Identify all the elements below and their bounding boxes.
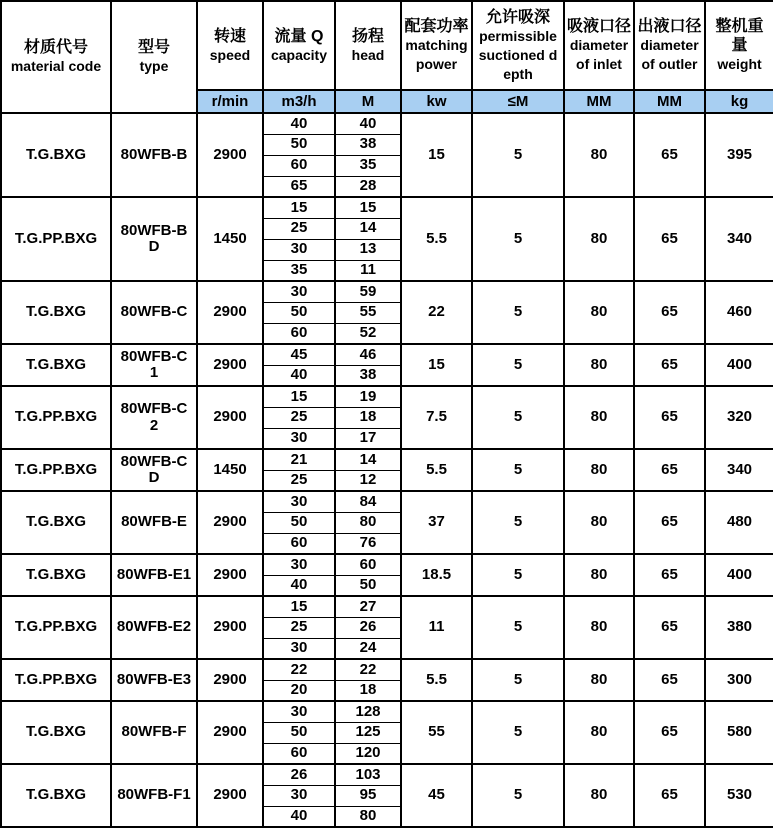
unit-speed: r/min (197, 90, 263, 113)
speed-cell: 2900 (197, 554, 263, 596)
capacity-cell: 15 (263, 197, 335, 218)
capacity-cell: 40 (263, 575, 335, 596)
spec-subrow (1, 659, 773, 680)
matching-power-cell: 7.5 (401, 386, 472, 449)
head-cell: 125 (335, 722, 401, 743)
type-cell: 80WFB-C 2 (111, 386, 197, 449)
outlet-diameter-cell: 65 (634, 113, 705, 197)
speed-cell: 2900 (197, 386, 263, 449)
type-cell: 80WFB-F (111, 701, 197, 764)
weight-cell: 300 (705, 659, 773, 701)
inlet-diameter-cell: 80 (564, 659, 634, 701)
material-code-cell: T.G.BXG (1, 281, 111, 344)
spec-subrow (1, 764, 773, 785)
head-cell: 52 (335, 323, 401, 344)
head-cell: 59 (335, 281, 401, 302)
suction-depth-cell: 5 (472, 764, 564, 827)
material-code-cell: T.G.PP.BXG (1, 386, 111, 449)
spec-subrow (1, 113, 773, 134)
capacity-cell: 45 (263, 344, 335, 365)
suction-depth-cell: 5 (472, 659, 564, 701)
head-cell: 80 (335, 806, 401, 827)
header-head (335, 1, 401, 90)
head-cell: 27 (335, 596, 401, 617)
outlet-diameter-cell: 65 (634, 701, 705, 764)
capacity-cell: 30 (263, 701, 335, 722)
head-cell: 28 (335, 176, 401, 197)
suction-depth-cell: 5 (472, 386, 564, 449)
suction-depth-cell: 5 (472, 554, 564, 596)
head-cell: 35 (335, 155, 401, 176)
material-code-cell: T.G.PP.BXG (1, 449, 111, 491)
material-code-cell: T.G.BXG (1, 701, 111, 764)
header-speed-cn: 转速 (213, 27, 246, 45)
unit-weight: kg (705, 90, 773, 113)
outlet-diameter-cell: 65 (634, 554, 705, 596)
type-cell: 80WFB-E3 (111, 659, 197, 701)
header-head-en: head (351, 46, 385, 63)
header-speed-en: speed (209, 46, 251, 63)
capacity-cell: 40 (263, 806, 335, 827)
outlet-diameter-cell: 65 (634, 281, 705, 344)
header-weight (705, 1, 773, 90)
capacity-cell: 40 (263, 113, 335, 134)
table-header (1, 1, 773, 113)
spec-subrow (1, 596, 773, 617)
capacity-cell: 50 (263, 134, 335, 155)
matching-power-cell: 18.5 (401, 554, 472, 596)
spec-subrow (1, 281, 773, 302)
head-cell: 55 (335, 302, 401, 323)
outlet-diameter-cell: 65 (634, 386, 705, 449)
head-cell: 18 (335, 680, 401, 701)
capacity-cell: 21 (263, 449, 335, 470)
speed-cell: 2900 (197, 659, 263, 701)
header-material-code (1, 1, 111, 113)
matching-power-cell: 22 (401, 281, 472, 344)
matching-power-cell: 5.5 (401, 659, 472, 701)
unit-matching-power: kw (401, 90, 472, 113)
header-suction-depth (472, 1, 564, 90)
type-cell: 80WFB-E (111, 491, 197, 554)
type-cell: 80WFB-C D (111, 449, 197, 491)
capacity-cell: 40 (263, 365, 335, 386)
suction-depth-cell: 5 (472, 281, 564, 344)
head-cell: 76 (335, 533, 401, 554)
capacity-cell: 60 (263, 155, 335, 176)
capacity-cell: 15 (263, 596, 335, 617)
material-code-cell: T.G.BXG (1, 344, 111, 386)
material-code-cell: T.G.BXG (1, 113, 111, 197)
capacity-cell: 25 (263, 407, 335, 428)
suction-depth-cell: 5 (472, 701, 564, 764)
speed-cell: 2900 (197, 281, 263, 344)
weight-cell: 340 (705, 449, 773, 491)
material-code-cell: T.G.BXG (1, 491, 111, 554)
speed-cell: 2900 (197, 701, 263, 764)
weight-cell: 580 (705, 701, 773, 764)
outlet-diameter-cell: 65 (634, 596, 705, 659)
head-cell: 38 (335, 365, 401, 386)
header-matching-power-cn: 配套功率 (404, 18, 469, 35)
inlet-diameter-cell: 80 (564, 764, 634, 827)
header-weight-cn: 整机重量 (715, 18, 764, 54)
speed-cell: 2900 (197, 491, 263, 554)
spec-subrow (1, 449, 773, 470)
inlet-diameter-cell: 80 (564, 197, 634, 281)
spec-subrow (1, 344, 773, 365)
type-cell: 80WFB-E1 (111, 554, 197, 596)
outlet-diameter-cell: 65 (634, 764, 705, 827)
weight-cell: 320 (705, 386, 773, 449)
head-cell: 22 (335, 659, 401, 680)
header-inlet-diameter (564, 1, 634, 90)
inlet-diameter-cell: 80 (564, 701, 634, 764)
header-outlet-diameter-en: diameter of outler (640, 37, 699, 72)
material-code-cell: T.G.BXG (1, 764, 111, 827)
head-cell: 14 (335, 449, 401, 470)
material-code-cell: T.G.PP.BXG (1, 659, 111, 701)
capacity-cell: 30 (263, 785, 335, 806)
unit-capacity: m3/h (263, 90, 335, 113)
outlet-diameter-cell: 65 (634, 491, 705, 554)
capacity-cell: 20 (263, 680, 335, 701)
head-cell: 95 (335, 785, 401, 806)
header-matching-power-en: matching power (405, 37, 468, 72)
header-capacity (263, 1, 335, 90)
capacity-cell: 65 (263, 176, 335, 197)
speed-cell: 1450 (197, 197, 263, 281)
suction-depth-cell: 5 (472, 449, 564, 491)
head-cell: 38 (335, 134, 401, 155)
header-capacity-en: capacity (270, 46, 328, 63)
capacity-cell: 30 (263, 281, 335, 302)
head-cell: 60 (335, 554, 401, 575)
head-cell: 120 (335, 743, 401, 764)
suction-depth-cell: 5 (472, 344, 564, 386)
capacity-cell: 60 (263, 743, 335, 764)
header-suction-depth-en: permissible suctioned depth (478, 27, 558, 82)
weight-cell: 395 (705, 113, 773, 197)
type-cell: 80WFB-C (111, 281, 197, 344)
matching-power-cell: 5.5 (401, 197, 472, 281)
inlet-diameter-cell: 80 (564, 344, 634, 386)
outlet-diameter-cell: 65 (634, 197, 705, 281)
head-cell: 15 (335, 197, 401, 218)
capacity-cell: 60 (263, 323, 335, 344)
header-type-en: type (139, 58, 169, 74)
outlet-diameter-cell: 65 (634, 344, 705, 386)
weight-cell: 340 (705, 197, 773, 281)
header-material-code-cn: 材质代号 (23, 39, 88, 56)
capacity-cell: 35 (263, 260, 335, 281)
weight-cell: 380 (705, 596, 773, 659)
weight-cell: 530 (705, 764, 773, 827)
material-code-cell: T.G.BXG (1, 554, 111, 596)
head-cell: 128 (335, 701, 401, 722)
capacity-cell: 30 (263, 428, 335, 449)
header-outlet-diameter-cn: 出液口径 (637, 18, 702, 35)
header-matching-power (401, 1, 472, 90)
header-inlet-diameter-cn: 吸液口径 (567, 18, 632, 35)
type-cell: 80WFB-B D (111, 197, 197, 281)
capacity-cell: 15 (263, 386, 335, 407)
spec-subrow (1, 554, 773, 575)
head-cell: 24 (335, 638, 401, 659)
capacity-cell: 25 (263, 470, 335, 491)
weight-cell: 400 (705, 554, 773, 596)
spec-subrow (1, 491, 773, 512)
matching-power-cell: 37 (401, 491, 472, 554)
suction-depth-cell: 5 (472, 491, 564, 554)
head-cell: 46 (335, 344, 401, 365)
inlet-diameter-cell: 80 (564, 596, 634, 659)
capacity-cell: 22 (263, 659, 335, 680)
capacity-cell: 60 (263, 533, 335, 554)
suction-depth-cell: 5 (472, 596, 564, 659)
speed-cell: 2900 (197, 596, 263, 659)
matching-power-cell: 15 (401, 344, 472, 386)
head-cell: 11 (335, 260, 401, 281)
header-inlet-diameter-en: diameter of inlet (569, 37, 629, 72)
header-type (111, 1, 197, 113)
inlet-diameter-cell: 80 (564, 491, 634, 554)
capacity-cell: 30 (263, 554, 335, 575)
head-cell: 84 (335, 491, 401, 512)
header-head-cn: 扬程 (351, 27, 384, 45)
header-suction-depth-cn: 允许吸深 (485, 8, 550, 26)
weight-cell: 400 (705, 344, 773, 386)
header-capacity-cn: 流量 Q (274, 27, 324, 45)
capacity-cell: 50 (263, 722, 335, 743)
matching-power-cell: 15 (401, 113, 472, 197)
type-cell: 80WFB-F1 (111, 764, 197, 827)
type-cell: 80WFB-B (111, 113, 197, 197)
head-cell: 50 (335, 575, 401, 596)
speed-cell: 2900 (197, 764, 263, 827)
capacity-cell: 30 (263, 491, 335, 512)
head-cell: 19 (335, 386, 401, 407)
header-row (1, 1, 773, 90)
matching-power-cell: 55 (401, 701, 472, 764)
header-weight-en: weight (717, 56, 762, 72)
head-cell: 26 (335, 617, 401, 638)
unit-suction-depth: ≤M (472, 90, 564, 113)
speed-cell: 2900 (197, 113, 263, 197)
suction-depth-cell: 5 (472, 197, 564, 281)
capacity-cell: 50 (263, 302, 335, 323)
outlet-diameter-cell: 65 (634, 659, 705, 701)
matching-power-cell: 5.5 (401, 449, 472, 491)
type-cell: 80WFB-E2 (111, 596, 197, 659)
inlet-diameter-cell: 80 (564, 281, 634, 344)
spec-subrow (1, 197, 773, 218)
type-cell: 80WFB-C 1 (111, 344, 197, 386)
header-material-code-en: material code (10, 58, 102, 74)
head-cell: 12 (335, 470, 401, 491)
capacity-cell: 50 (263, 512, 335, 533)
weight-cell: 480 (705, 491, 773, 554)
inlet-diameter-cell: 80 (564, 113, 634, 197)
material-code-cell: T.G.PP.BXG (1, 596, 111, 659)
outlet-diameter-cell: 65 (634, 449, 705, 491)
speed-cell: 2900 (197, 344, 263, 386)
capacity-cell: 26 (263, 764, 335, 785)
head-cell: 103 (335, 764, 401, 785)
weight-cell: 460 (705, 281, 773, 344)
speed-cell: 1450 (197, 449, 263, 491)
material-code-cell: T.G.PP.BXG (1, 197, 111, 281)
spec-table-body (1, 113, 773, 827)
matching-power-cell: 11 (401, 596, 472, 659)
head-cell: 14 (335, 218, 401, 239)
capacity-cell: 30 (263, 239, 335, 260)
head-cell: 80 (335, 512, 401, 533)
head-cell: 40 (335, 113, 401, 134)
unit-inlet-diameter: MM (564, 90, 634, 113)
head-cell: 18 (335, 407, 401, 428)
capacity-cell: 30 (263, 638, 335, 659)
capacity-cell: 25 (263, 218, 335, 239)
inlet-diameter-cell: 80 (564, 386, 634, 449)
matching-power-cell: 45 (401, 764, 472, 827)
inlet-diameter-cell: 80 (564, 449, 634, 491)
suction-depth-cell: 5 (472, 113, 564, 197)
head-cell: 17 (335, 428, 401, 449)
head-cell: 13 (335, 239, 401, 260)
unit-head: M (335, 90, 401, 113)
spec-subrow (1, 701, 773, 722)
capacity-cell: 25 (263, 617, 335, 638)
header-speed (197, 1, 263, 90)
unit-outlet-diameter: MM (634, 90, 705, 113)
inlet-diameter-cell: 80 (564, 554, 634, 596)
header-type-cn: 型号 (137, 39, 170, 56)
header-outlet-diameter (634, 1, 705, 90)
spec-subrow (1, 386, 773, 407)
